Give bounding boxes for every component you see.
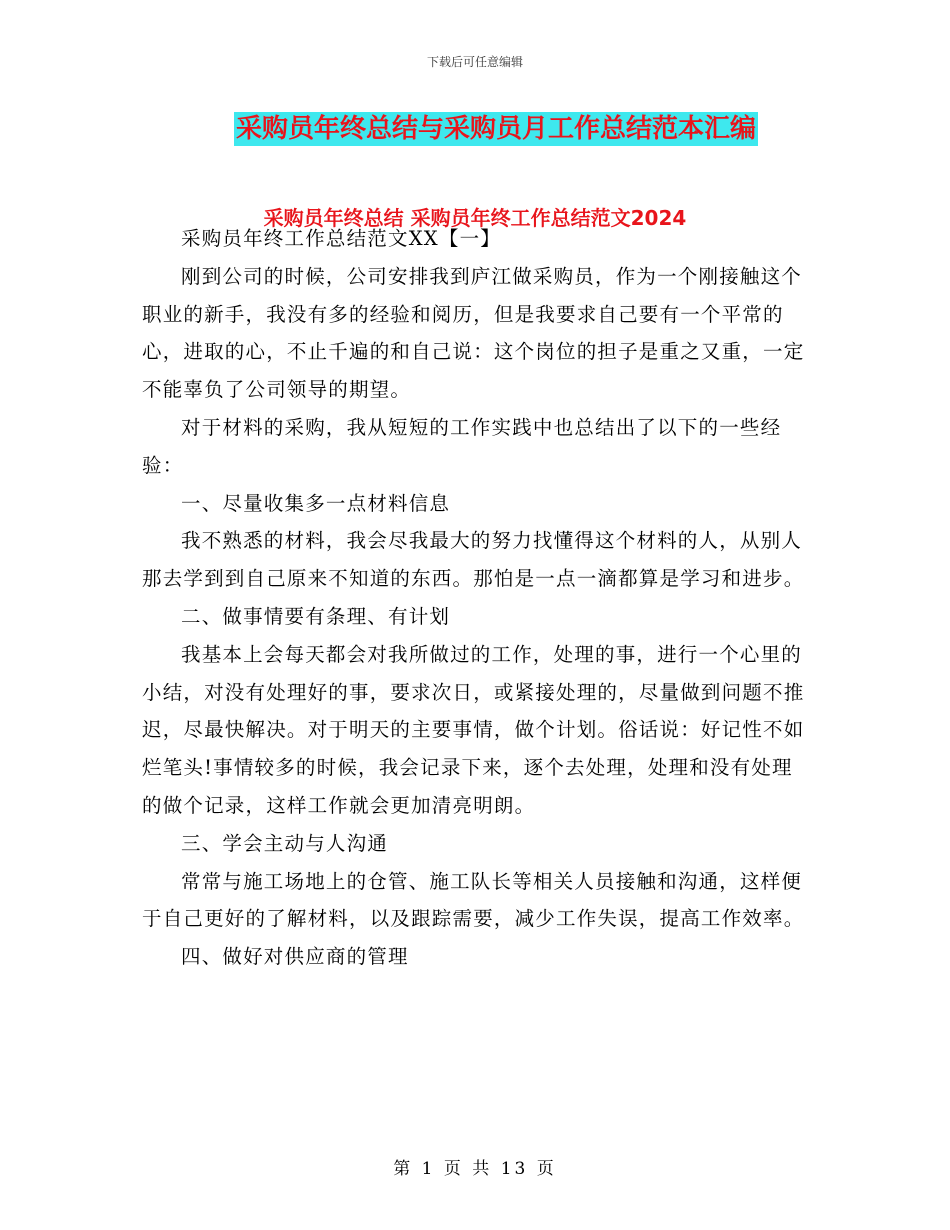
section-heading: 三、学会主动与人沟通 bbox=[181, 831, 389, 855]
sub-title: 采购员年终总结 采购员年终工作总结范文2024 bbox=[263, 206, 687, 230]
page-number-footer: 第 1 页 共 13 页 bbox=[393, 1159, 557, 1179]
paragraph-heading: 采购员年终工作总结范文XX【一】 bbox=[181, 227, 501, 250]
paragraph: 常常与施工场地上的仓管、施工队长等相关人员接触和沟通，这样便于自己更好的了解材料，以及跟踪需要，减少工作失误，提高工作效率。 bbox=[142, 869, 805, 931]
main-title: 采购员年终总结与采购员月工作总结范本汇编 bbox=[236, 114, 757, 144]
section-heading: 二、做事情要有条理、有计划 bbox=[181, 604, 451, 628]
header-note: 下载后可任意编辑 bbox=[426, 55, 523, 69]
document-body bbox=[142, 220, 806, 976]
paragraph: 对于材料的采购，我从短短的工作实践中也总结出了以下的一些经验： bbox=[142, 415, 782, 477]
paragraph: 我基本上会每天都会对我所做过的工作，处理的事，进行一个心里的小结，对没有处理好的事，要求次日，或紧接处理的，尽量做到问题不推迟，尽最快解决。对于明天的主要事情，做个计划。俗话说：好记性不如烂笔头!事情较多的时候，我会记录下来，逐个去处理，处理和没有处理的做个记录，这样工作就会更加清亮明朗。 bbox=[142, 642, 805, 817]
paragraph: 刚到公司的时候，公司安排我到庐江做采购员，作为一个刚接触这个职业的新手，我没有多的经验和阅历，但是我要求自己要有一个平常的心，进取的心，不止千遍的和自己说：这个岗位的担子是重之又重，一定不能辜负了公司领导的期望。 bbox=[142, 264, 805, 402]
paragraph: 我不熟悉的材料，我会尽我最大的努力找懂得这个材料的人，从别人那去学到到自己原来不知道的东西。那怕是一点一滴都算是学习和进步。 bbox=[142, 529, 805, 591]
section-heading: 一、尽量收集多一点材料信息 bbox=[181, 491, 451, 515]
section-heading: 四、做好对供应商的管理 bbox=[181, 945, 409, 969]
